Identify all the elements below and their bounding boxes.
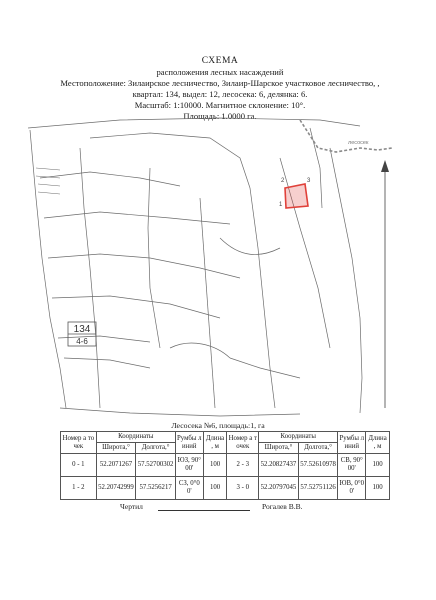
map-compartment-line bbox=[52, 296, 220, 318]
header-point-number: Номер а точек bbox=[227, 432, 259, 454]
cell-latitude: 52.20827437 bbox=[259, 454, 299, 477]
map-compartment-line bbox=[200, 198, 215, 408]
header-length: Длина , м bbox=[366, 432, 390, 454]
lesoseka-title: Лесосека №6, площадь:1, га bbox=[171, 421, 265, 430]
map-boundary bbox=[28, 118, 360, 128]
cell-latitude: 52.20797045 bbox=[259, 477, 299, 500]
map-boundary bbox=[330, 148, 362, 413]
cell-bearing: ЮВ, 0°00' bbox=[338, 477, 366, 500]
cell-point-number: 1 - 2 bbox=[61, 477, 97, 500]
signature-name: Рогалев В.В. bbox=[262, 502, 303, 511]
cell-bearing: ЮЗ, 90°00' bbox=[175, 454, 203, 477]
header-coordinates: Координаты bbox=[259, 432, 338, 443]
cell-length: 100 bbox=[366, 477, 390, 500]
map-compartment-line bbox=[64, 358, 150, 368]
cell-length: 100 bbox=[203, 454, 227, 477]
cutting-plot bbox=[285, 184, 308, 208]
document-subtitle: расположения лесных насаждений bbox=[156, 67, 284, 77]
map-compartment-line bbox=[220, 238, 280, 255]
north-arrow-head bbox=[381, 160, 389, 172]
table-row bbox=[61, 477, 390, 500]
header-point-number: Номер а точек bbox=[61, 432, 97, 454]
location-line-1: Местоположение: Зилаирское лесничество, Зилаир-Шарское участковое лесничество, , bbox=[60, 78, 380, 88]
scale-line: Масштаб: 1:10000. Магнитное склонение: 10°. bbox=[134, 100, 306, 110]
cell-point-number: 0 - 1 bbox=[61, 454, 97, 477]
cell-latitude: 52.20742999 bbox=[96, 477, 136, 500]
header-latitude: Широта,° bbox=[259, 443, 299, 454]
cell-bearing: СВ, 90°00' bbox=[338, 454, 366, 477]
signature-role: Чертил bbox=[120, 502, 143, 511]
cell-longitude: 57.52610978 bbox=[298, 454, 338, 477]
map-compartment-line bbox=[170, 343, 230, 358]
map-compartment-line bbox=[250, 188, 275, 408]
coordinates-table bbox=[60, 431, 390, 500]
document-title: СХЕМА bbox=[201, 56, 239, 66]
header-longitude: Долгота,° bbox=[298, 443, 338, 454]
cell-point-number: 3 - 0 bbox=[227, 477, 259, 500]
cell-longitude: 57.5256217 bbox=[136, 477, 176, 500]
map-compartment-line bbox=[48, 254, 240, 278]
plot-point-3: 3 bbox=[307, 178, 311, 184]
plot-point-1: 1 bbox=[279, 202, 283, 208]
map-hatch bbox=[36, 168, 60, 194]
signature-line bbox=[158, 510, 250, 511]
location-line-2: квартал: 134, выдел: 12, лесосека: 6, делянка: 6. bbox=[132, 89, 308, 99]
forest-road bbox=[300, 120, 392, 152]
map-compartment-line bbox=[310, 128, 322, 208]
road-label: лесосек bbox=[348, 140, 369, 146]
block-sub-label: 4-6 bbox=[76, 337, 88, 346]
header-bearing: Румбы линий bbox=[338, 432, 366, 454]
area-line: Площадь: 1.0000 га. bbox=[183, 111, 257, 121]
map-compartment-line bbox=[58, 336, 150, 342]
cell-longitude: 57.52700302 bbox=[136, 454, 176, 477]
table-row bbox=[61, 454, 390, 477]
header-coordinates: Координаты bbox=[96, 432, 175, 443]
header-bearing: Румбы линий bbox=[175, 432, 203, 454]
map-boundary bbox=[60, 408, 300, 416]
cell-latitude: 52.2071267 bbox=[96, 454, 136, 477]
map-compartment-line bbox=[44, 212, 230, 224]
map-boundary bbox=[30, 130, 66, 408]
forest-map bbox=[0, 108, 436, 420]
header-length: Длина , м bbox=[203, 432, 227, 454]
cell-point-number: 2 - 3 bbox=[227, 454, 259, 477]
header-latitude: Широта,° bbox=[96, 443, 136, 454]
cell-bearing: СЗ, 0°00' bbox=[175, 477, 203, 500]
cell-longitude: 57.52751126 bbox=[298, 477, 338, 500]
map-compartment-line bbox=[40, 172, 180, 186]
map-compartment-line bbox=[230, 358, 300, 378]
cell-length: 100 bbox=[203, 477, 227, 500]
map-compartment-line bbox=[80, 148, 100, 408]
map-compartment-line bbox=[90, 133, 250, 188]
block-number-label: 134 bbox=[73, 324, 91, 335]
plot-point-2: 2 bbox=[281, 178, 285, 184]
header-longitude: Долгота,° bbox=[136, 443, 176, 454]
cell-length: 100 bbox=[366, 454, 390, 477]
